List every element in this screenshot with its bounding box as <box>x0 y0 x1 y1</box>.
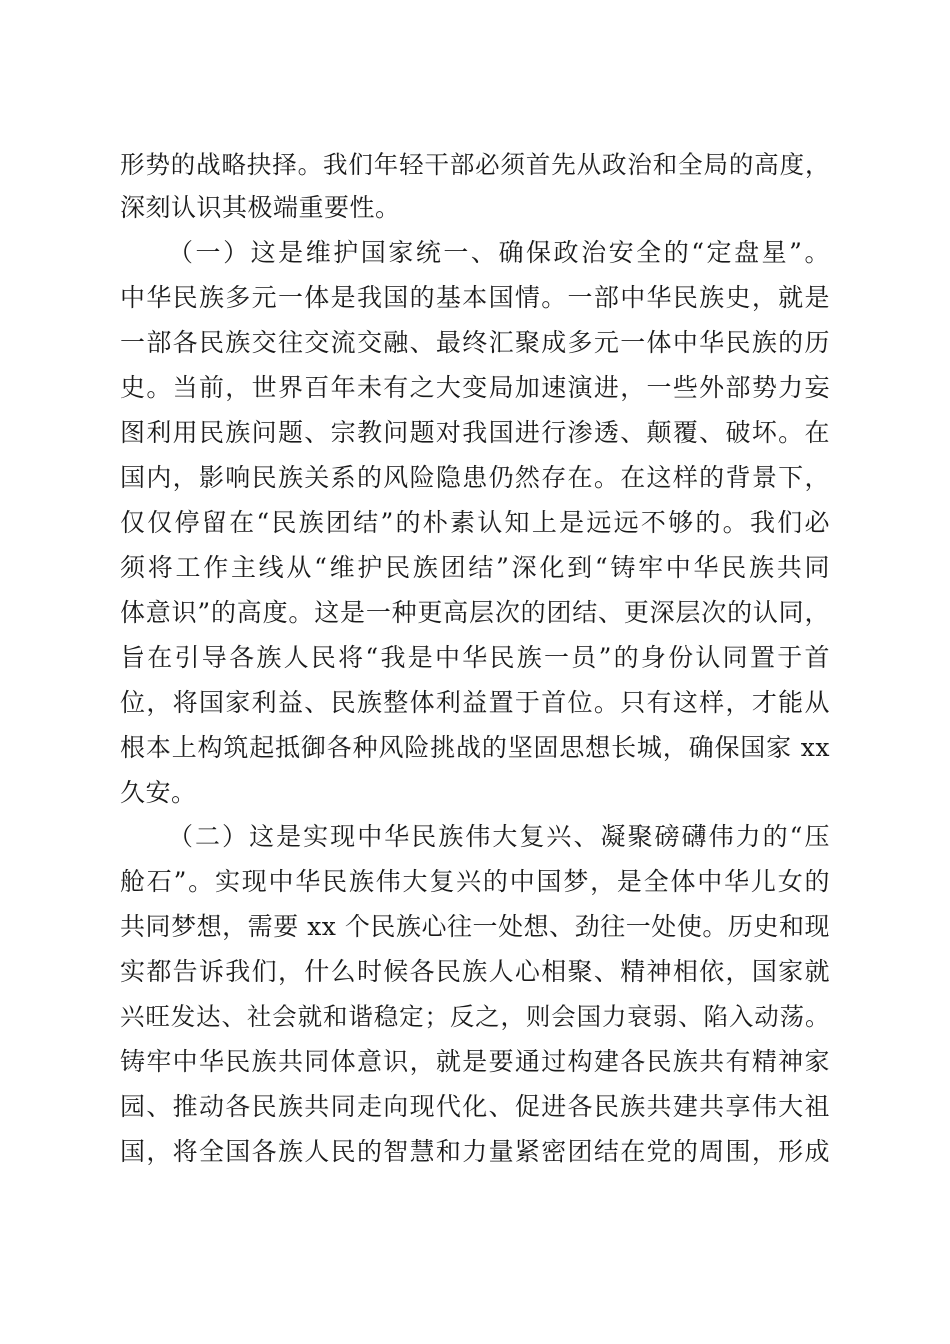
text-line: 位，将国家利益、民族整体利益置于首位。只有这样，才能从 <box>120 688 830 717</box>
text-line: 须将工作主线从“维护民族团结”深化到“铸牢中华民族共同 <box>120 553 830 582</box>
text-line: 实都告诉我们，什么时候各民族人心相聚、精神相依，国家就 <box>120 957 830 986</box>
text-line: 图利用民族问题、宗教问题对我国进行渗透、颠覆、破坏。在 <box>120 418 830 447</box>
text-line: 铸牢中华民族共同体意识，就是要通过构建各民族共有精神家 <box>120 1047 830 1076</box>
text-line: 国内，影响民族关系的风险隐患仍然存在。在这样的背景下， <box>120 463 830 492</box>
text-line: 史。当前，世界百年未有之大变局加速演进，一些外部势力妄 <box>120 373 830 402</box>
text-line: 兴旺发达、社会就和谐稳定；反之，则会国力衰弱、陷入动荡。 <box>120 1002 830 1031</box>
text-line: 久安。 <box>120 778 197 807</box>
text-line: 共同梦想，需要 xx 个民族心往一处想、劲往一处使。历史和现 <box>120 912 830 941</box>
text-line: 形势的战略抉择。我们年轻干部必须首先从政治和全局的高度， <box>120 150 830 179</box>
text-line: 中华民族多元一体是我国的基本国情。一部中华民族史，就是 <box>120 283 830 312</box>
text-line: 舱石”。实现中华民族伟大复兴的中国梦，是全体中华儿女的 <box>120 867 830 896</box>
text-line: 国，将全国各族人民的智慧和力量紧密团结在党的周围，形成 <box>120 1137 830 1166</box>
text-line: 根本上构筑起抵御各种风险挑战的坚固思想长城，确保国家 xx <box>120 733 830 762</box>
text-line: 一部各民族交往交流交融、最终汇聚成多元一体中华民族的历 <box>120 328 830 357</box>
text-line: 旨在引导各族人民将“我是中华民族一员”的身份认同置于首 <box>120 643 830 672</box>
text-line: 体意识”的高度。这是一种更高层次的团结、更深层次的认同， <box>120 598 830 627</box>
text-line: 仅仅停留在“民族团结”的朴素认知上是远远不够的。我们必 <box>120 508 830 537</box>
text-line: 园、推动各民族共同走向现代化、促进各民族共建共享伟大祖 <box>120 1092 830 1121</box>
text-line: 深刻认识其极端重要性。 <box>120 193 401 222</box>
section-heading-2: （二）这是实现中华民族伟大复兴、凝聚磅礴伟力的“压 <box>168 822 830 851</box>
section-heading-1: （一）这是维护国家统一、确保政治安全的“定盘星”。 <box>168 238 830 267</box>
